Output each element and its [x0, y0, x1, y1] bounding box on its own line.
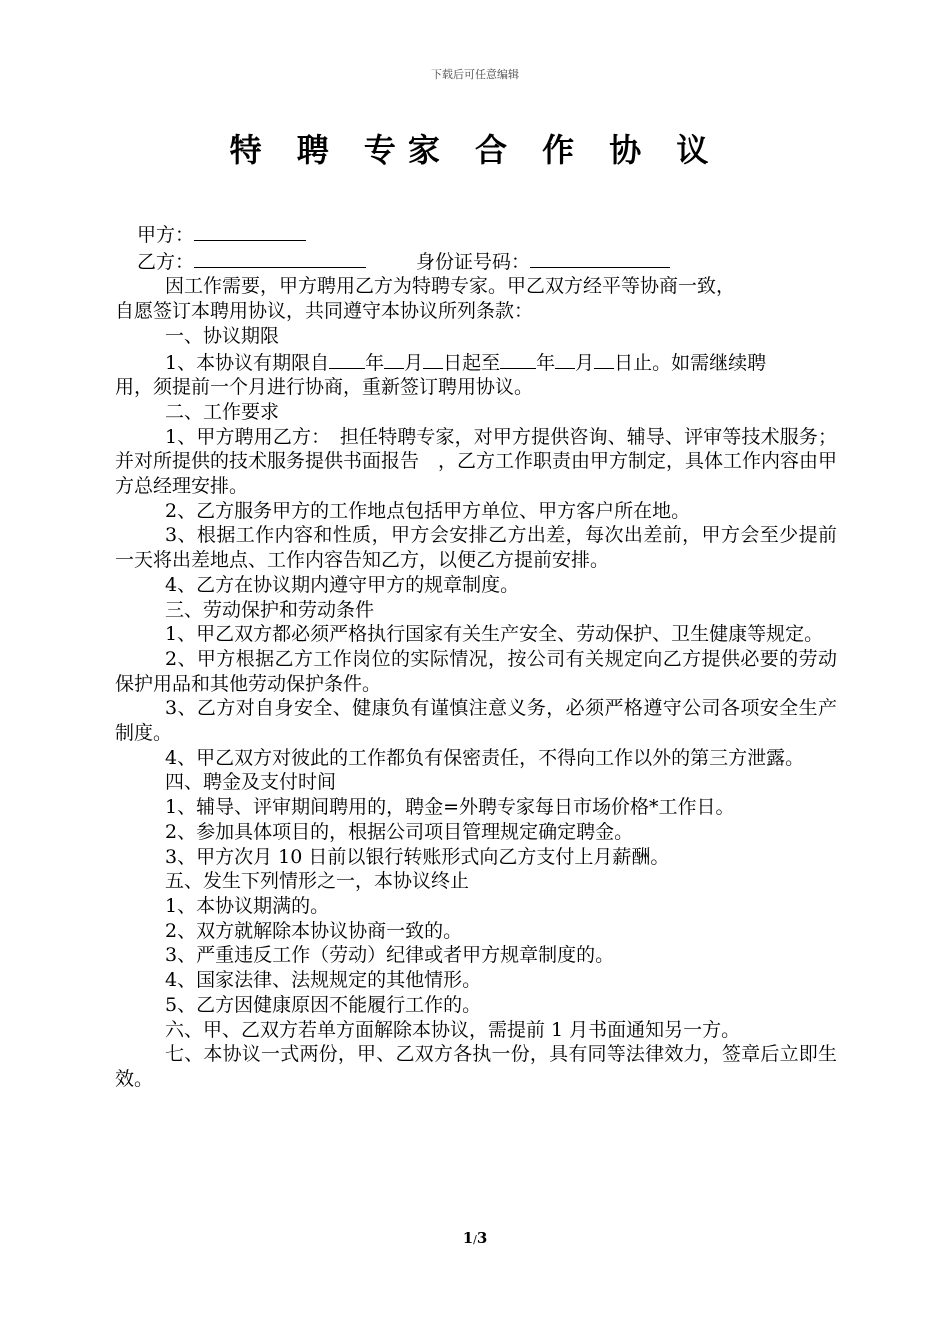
- party-b-blank: [194, 248, 366, 268]
- section-4-item: 2、参加具体项目的，根据公司项目管理规定确定聘金。: [165, 820, 634, 843]
- section-1-item-1: 1、本协议有期限自 年 月 日起至 年 月 日止。如需继续聘: [115, 349, 837, 376]
- section-2-item: 1、甲方聘用乙方： 担任特聘专家，对甲方提供咨询、辅导、评审等技术服务；并对所提供的技术服务提供书面报告 ，乙方工作职责由甲方制定，具体工作内容由甲方总经理安排。: [115, 425, 838, 498]
- start-month-blank: [384, 349, 404, 369]
- end-day-blank: [594, 349, 614, 369]
- section-1-item-1-cont: 用，须提前一个月进行协商，重新签订聘用协议。: [115, 376, 534, 399]
- section-5-heading: 五、发生下列情形之一，本协议终止: [165, 870, 470, 893]
- header-note: 下载后可任意编辑: [431, 68, 519, 81]
- section-3-item: 4、甲乙双方对彼此的工作都负有保密责任，不得向工作以外的第三方泄露。: [165, 746, 805, 769]
- section-1-heading: 一、协议期限: [165, 324, 280, 347]
- end-month-blank: [555, 349, 575, 369]
- section-5-item: 2、双方就解除本协议协商一致的。: [165, 919, 463, 942]
- section-3-item: 1、甲乙双方都必须严格执行国家有关生产安全、劳动保护、卫生健康等规定。: [165, 623, 824, 646]
- section-4-item: 3、甲方次月 10 日前以银行转账形式向乙方支付上月薪酬。: [165, 845, 670, 868]
- section-4-heading: 四、聘金及支付时间: [165, 771, 337, 794]
- section-5-item: 1、本协议期满的。: [165, 894, 330, 917]
- document-title: 特 聘 专家 合 作 协 议: [229, 131, 721, 169]
- current-page: 1: [462, 1229, 474, 1247]
- section-3-item: 2、甲方根据乙方工作岗位的实际情况，按公司有关规定向乙方提供必要的劳动保护用品和其他劳动保护条件。: [115, 647, 837, 695]
- document-body: [115, 221, 837, 1092]
- section-3-item: 3、乙方对自身安全、健康负有谨慎注意义务，必须严格遵守公司各项安全生产制度。: [115, 697, 837, 745]
- start-day-blank: [423, 349, 443, 369]
- section-2-item: 3、根据工作内容和性质，甲方会安排乙方出差，每次出差前，甲方会至少提前一天将出差地点、工作内容告知乙方，以便乙方提前安排。: [115, 524, 837, 572]
- intro-line-2: 自愿签订本聘用协议，共同遵守本协议所列条款：: [115, 300, 534, 323]
- section-2-heading: 二、工作要求: [165, 400, 280, 423]
- section-2-item: 4、乙方在协议期内遵守甲方的规章制度。: [165, 573, 520, 596]
- start-year-blank: [329, 349, 365, 369]
- id-number-blank: [530, 248, 670, 268]
- page-separator: /: [473, 1233, 477, 1246]
- party-a-blank: [194, 221, 306, 241]
- total-pages: 3: [476, 1229, 488, 1247]
- section-6: 六、甲、乙双方若单方面解除本协议，需提前 1 月书面通知另一方。: [165, 1018, 741, 1041]
- id-number-label: 身份证号码：: [416, 250, 531, 273]
- section-5-item: 3、严重违反工作（劳动）纪律或者甲方规章制度的。: [165, 944, 615, 967]
- end-year-blank: [500, 349, 536, 369]
- intro-line-1: 因工作需要，甲方聘用乙方为特聘专家。甲乙双方经平等协商一致，: [165, 275, 736, 298]
- section-5-item: 5、乙方因健康原因不能履行工作的。: [165, 993, 482, 1016]
- section-7: 七、本协议一式两份，甲、乙双方各执一份，具有同等法律效力，签章后立即生效。: [115, 1043, 837, 1090]
- party-a-line: [115, 221, 837, 248]
- section-5-item: 4、国家法律、法规规定的其他情形。: [165, 969, 482, 992]
- page-number: [0, 1229, 950, 1247]
- section-3-heading: 三、劳动保护和劳动条件: [165, 598, 375, 621]
- section-2-item: 2、乙方服务甲方的工作地点包括甲方单位、甲方客户所在地。: [165, 499, 691, 522]
- party-b-label: 乙方：: [137, 250, 195, 273]
- party-b-line: [115, 248, 837, 275]
- section-4-item: 1、辅导、评审期间聘用的，聘金=外聘专家每日市场价格*工作日。: [165, 796, 735, 819]
- party-a-label: 甲方：: [137, 224, 195, 246]
